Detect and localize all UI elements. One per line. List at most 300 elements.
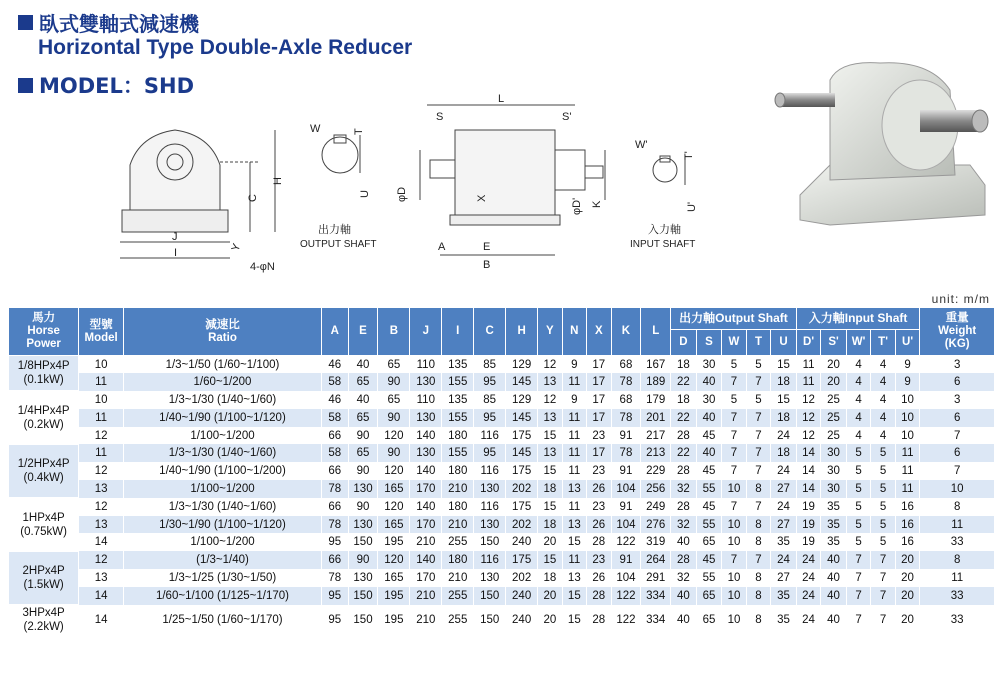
value-cell: 11 (796, 356, 820, 374)
value-cell: 10 (722, 533, 746, 551)
label-T: T (353, 128, 365, 135)
value-cell: 165 (378, 480, 410, 498)
value-cell: 6 (920, 409, 995, 427)
value-cell: 140 (410, 427, 442, 445)
table-row (9, 480, 995, 498)
value-cell: 5 (871, 480, 895, 498)
model-cell: 11 (79, 409, 124, 427)
model-cell: 14 (79, 533, 124, 551)
bullet-square-icon (18, 78, 33, 93)
value-cell: 175 (506, 462, 538, 480)
value-cell: 16 (895, 498, 920, 516)
value-cell: 240 (506, 587, 538, 605)
value-cell: 95 (322, 587, 349, 605)
value-cell: 40 (671, 587, 697, 605)
value-cell: 15 (538, 551, 562, 569)
label-D-prime: φD' (571, 197, 583, 215)
value-cell: 150 (348, 605, 378, 635)
title-english: Horizontal Type Double-Axle Reducer (38, 36, 413, 59)
table-row (9, 373, 995, 391)
ratio-cell: 1/3~1/50 (1/60~1/100) (123, 356, 321, 374)
value-cell: 95 (474, 409, 506, 427)
value-cell: 255 (442, 533, 474, 551)
value-cell: 4 (871, 356, 895, 374)
value-cell: 20 (538, 533, 562, 551)
value-cell: 11 (562, 444, 586, 462)
value-cell: 40 (348, 391, 378, 409)
value-cell: 210 (442, 480, 474, 498)
value-cell: 189 (641, 373, 671, 391)
value-cell: 104 (611, 516, 641, 534)
input-shaft-drawing (653, 155, 685, 185)
value-cell: 27 (771, 516, 797, 534)
model-cell: 13 (79, 569, 124, 587)
value-cell: 7 (846, 569, 870, 587)
model-cell: 10 (79, 356, 124, 374)
value-cell: 22 (671, 444, 697, 462)
value-cell: 170 (410, 569, 442, 587)
value-cell: 7 (846, 551, 870, 569)
output-shaft-cn: 出力軸 (318, 224, 351, 236)
value-cell: 17 (587, 444, 611, 462)
value-cell: 65 (348, 444, 378, 462)
value-cell: 30 (821, 444, 847, 462)
label-K: K (591, 200, 603, 208)
model-cell: 11 (79, 444, 124, 462)
header-model: 型號 Model (79, 308, 124, 356)
ratio-cell: 1/30~1/90 (1/100~1/120) (123, 516, 321, 534)
model-text: MODEL：SHD (39, 74, 195, 98)
ratio-cell: 1/60~1/100 (1/125~1/170) (123, 587, 321, 605)
header-ratio: 減速比 Ratio (123, 308, 321, 356)
value-cell: 22 (671, 409, 697, 427)
model-cell: 12 (79, 427, 124, 445)
value-cell: 23 (587, 551, 611, 569)
value-cell: 11 (562, 462, 586, 480)
value-cell: 5 (846, 498, 870, 516)
value-cell: 78 (611, 444, 641, 462)
bullet-square-icon (18, 15, 33, 30)
value-cell: 15 (771, 356, 797, 374)
value-cell: 26 (587, 516, 611, 534)
value-cell: 11 (562, 427, 586, 445)
value-cell: 8 (746, 587, 770, 605)
header-D-prime: D' (796, 330, 820, 356)
header-J: J (410, 308, 442, 356)
value-cell: 65 (348, 409, 378, 427)
value-cell: 40 (671, 605, 697, 635)
table-row (9, 551, 995, 569)
value-cell: 4 (846, 373, 870, 391)
value-cell: 255 (442, 587, 474, 605)
value-cell: 180 (442, 551, 474, 569)
value-cell: 9 (562, 356, 586, 374)
value-cell: 78 (322, 516, 349, 534)
value-cell: 4 (846, 356, 870, 374)
value-cell: 130 (474, 569, 506, 587)
value-cell: 65 (378, 391, 410, 409)
value-cell: 135 (442, 391, 474, 409)
value-cell: 18 (538, 516, 562, 534)
value-cell: 45 (696, 498, 722, 516)
label-S: S (436, 111, 444, 123)
value-cell: 195 (378, 533, 410, 551)
value-cell: 35 (821, 498, 847, 516)
front-view-drawing (120, 130, 275, 258)
label-U-prime: U' (686, 201, 698, 212)
value-cell: 122 (611, 605, 641, 635)
value-cell: 20 (538, 587, 562, 605)
header-power: 馬力 Horse Power (9, 308, 79, 356)
table-row (9, 498, 995, 516)
value-cell: 90 (348, 551, 378, 569)
table-row (9, 444, 995, 462)
value-cell: 58 (322, 444, 349, 462)
value-cell: 66 (322, 462, 349, 480)
value-cell: 240 (506, 533, 538, 551)
value-cell: 28 (671, 551, 697, 569)
value-cell: 17 (587, 356, 611, 374)
value-cell: 30 (696, 391, 722, 409)
table-row (9, 516, 995, 534)
value-cell: 18 (771, 373, 797, 391)
value-cell: 10 (722, 605, 746, 635)
value-cell: 78 (322, 480, 349, 498)
value-cell: 7 (746, 462, 770, 480)
value-cell: 4 (871, 391, 895, 409)
value-cell: 24 (771, 427, 797, 445)
value-cell: 10 (895, 409, 920, 427)
spec-table (8, 307, 995, 636)
value-cell: 334 (641, 605, 671, 635)
value-cell: 10 (722, 516, 746, 534)
value-cell: 13 (562, 516, 586, 534)
value-cell: 8 (746, 569, 770, 587)
value-cell: 201 (641, 409, 671, 427)
value-cell: 8 (746, 605, 770, 635)
value-cell: 32 (671, 569, 697, 587)
side-view-drawing (420, 105, 605, 255)
value-cell: 24 (796, 569, 820, 587)
ratio-cell: 1/100~1/200 (123, 480, 321, 498)
value-cell: 16 (895, 516, 920, 534)
value-cell: 5 (871, 533, 895, 551)
ratio-cell: 1/60~1/200 (123, 373, 321, 391)
value-cell: 7 (722, 427, 746, 445)
label-T-prime: T' (683, 151, 695, 160)
value-cell: 30 (821, 480, 847, 498)
value-cell: 58 (322, 373, 349, 391)
value-cell: 7 (746, 551, 770, 569)
value-cell: 24 (771, 551, 797, 569)
value-cell: 25 (821, 427, 847, 445)
value-cell: 175 (506, 551, 538, 569)
value-cell: 35 (771, 605, 797, 635)
power-cell: 1HPx4P (0.75kW) (9, 498, 79, 551)
value-cell: 26 (587, 569, 611, 587)
value-cell: 7 (746, 373, 770, 391)
value-cell: 40 (696, 373, 722, 391)
output-shaft-en: OUTPUT SHAFT (300, 239, 377, 250)
value-cell: 91 (611, 427, 641, 445)
value-cell: 334 (641, 587, 671, 605)
value-cell: 35 (821, 516, 847, 534)
value-cell: 11 (562, 551, 586, 569)
value-cell: 4 (871, 373, 895, 391)
value-cell: 4 (871, 409, 895, 427)
value-cell: 7 (746, 444, 770, 462)
value-cell: 210 (410, 605, 442, 635)
value-cell: 46 (322, 356, 349, 374)
value-cell: 7 (920, 427, 995, 445)
value-cell: 15 (562, 533, 586, 551)
value-cell: 8 (920, 551, 995, 569)
value-cell: 5 (871, 444, 895, 462)
value-cell: 90 (378, 409, 410, 427)
ratio-cell: 1/100~1/200 (123, 427, 321, 445)
value-cell: 175 (506, 498, 538, 516)
value-cell: 33 (920, 605, 995, 635)
label-N: 4-φN (250, 261, 275, 273)
value-cell: 91 (611, 498, 641, 516)
value-cell: 17 (587, 373, 611, 391)
value-cell: 175 (506, 427, 538, 445)
header-output-shaft: 出力軸Output Shaft (671, 308, 797, 330)
value-cell: 13 (538, 444, 562, 462)
value-cell: 150 (348, 587, 378, 605)
value-cell: 15 (562, 605, 586, 635)
value-cell: 15 (562, 587, 586, 605)
value-cell: 90 (378, 373, 410, 391)
value-cell: 5 (871, 498, 895, 516)
table-row (9, 569, 995, 587)
value-cell: 58 (322, 409, 349, 427)
ratio-cell: 1/40~1/90 (1/100~1/120) (123, 409, 321, 427)
value-cell: 24 (796, 587, 820, 605)
value-cell: 319 (641, 533, 671, 551)
value-cell: 150 (348, 533, 378, 551)
value-cell: 11 (562, 498, 586, 516)
label-E: E (483, 241, 491, 253)
value-cell: 240 (506, 605, 538, 635)
value-cell: 95 (322, 533, 349, 551)
title-chinese (18, 8, 199, 37)
value-cell: 256 (641, 480, 671, 498)
ratio-cell: 1/25~1/50 (1/60~1/170) (123, 605, 321, 635)
header-T: T (746, 330, 770, 356)
value-cell: 14 (796, 480, 820, 498)
value-cell: 217 (641, 427, 671, 445)
value-cell: 5 (846, 462, 870, 480)
value-cell: 95 (474, 373, 506, 391)
value-cell: 19 (796, 516, 820, 534)
output-shaft-drawing (322, 135, 360, 173)
value-cell: 110 (410, 391, 442, 409)
value-cell: 28 (587, 587, 611, 605)
value-cell: 9 (895, 373, 920, 391)
header-I: I (442, 308, 474, 356)
value-cell: 55 (696, 569, 722, 587)
header-U-prime: U' (895, 330, 920, 356)
value-cell: 55 (696, 516, 722, 534)
label-J: J (172, 231, 178, 243)
value-cell: 45 (696, 427, 722, 445)
header-S: S (696, 330, 722, 356)
value-cell: 145 (506, 409, 538, 427)
header-input-shaft: 入力軸Input Shaft (796, 308, 920, 330)
header-W: W (722, 330, 746, 356)
value-cell: 210 (442, 569, 474, 587)
value-cell: 165 (378, 516, 410, 534)
value-cell: 40 (821, 551, 847, 569)
power-cell: 1/2HPx4P (0.4kW) (9, 444, 79, 497)
value-cell: 7 (746, 498, 770, 516)
value-cell: 150 (474, 587, 506, 605)
value-cell: 11 (920, 516, 995, 534)
value-cell: 24 (771, 498, 797, 516)
value-cell: 180 (442, 427, 474, 445)
value-cell: 20 (821, 373, 847, 391)
value-cell: 120 (378, 551, 410, 569)
value-cell: 195 (378, 605, 410, 635)
value-cell: 25 (821, 409, 847, 427)
value-cell: 46 (322, 391, 349, 409)
value-cell: 85 (474, 391, 506, 409)
value-cell: 4 (846, 427, 870, 445)
value-cell: 202 (506, 569, 538, 587)
value-cell: 11 (895, 462, 920, 480)
value-cell: 12 (796, 391, 820, 409)
value-cell: 9 (562, 391, 586, 409)
model-cell: 12 (79, 498, 124, 516)
header-D: D (671, 330, 697, 356)
table-row (9, 391, 995, 409)
label-X: X (476, 194, 488, 202)
table-row (9, 427, 995, 445)
value-cell: 78 (611, 409, 641, 427)
value-cell: 28 (671, 498, 697, 516)
unit-label: unit: m/m (931, 292, 990, 306)
value-cell: 7 (746, 409, 770, 427)
value-cell: 202 (506, 480, 538, 498)
value-cell: 40 (821, 569, 847, 587)
value-cell: 129 (506, 391, 538, 409)
value-cell: 23 (587, 427, 611, 445)
value-cell: 276 (641, 516, 671, 534)
value-cell: 15 (538, 462, 562, 480)
value-cell: 8 (746, 516, 770, 534)
value-cell: 8 (920, 498, 995, 516)
value-cell: 5 (846, 533, 870, 551)
value-cell: 170 (410, 480, 442, 498)
value-cell: 195 (378, 587, 410, 605)
value-cell: 66 (322, 427, 349, 445)
value-cell: 12 (796, 427, 820, 445)
value-cell: 5 (746, 391, 770, 409)
value-cell: 13 (538, 373, 562, 391)
header-K: K (611, 308, 641, 356)
value-cell: 11 (796, 373, 820, 391)
label-I: I (174, 247, 178, 259)
label-D: φD (396, 186, 408, 202)
header-W-prime: W' (846, 330, 870, 356)
value-cell: 8 (746, 533, 770, 551)
value-cell: 18 (538, 569, 562, 587)
value-cell: 6 (920, 373, 995, 391)
value-cell: 85 (474, 356, 506, 374)
value-cell: 7 (846, 605, 870, 635)
value-cell: 155 (442, 373, 474, 391)
value-cell: 40 (348, 356, 378, 374)
value-cell: 150 (474, 605, 506, 635)
value-cell: 90 (378, 444, 410, 462)
input-shaft-cn: 入力軸 (648, 224, 681, 236)
value-cell: 30 (696, 356, 722, 374)
value-cell: 7 (722, 551, 746, 569)
value-cell: 6 (920, 444, 995, 462)
value-cell: 5 (846, 516, 870, 534)
header-B: B (378, 308, 410, 356)
value-cell: 122 (611, 533, 641, 551)
value-cell: 32 (671, 480, 697, 498)
value-cell: 130 (348, 516, 378, 534)
value-cell: 7 (722, 409, 746, 427)
value-cell: 40 (821, 605, 847, 635)
label-U: U (359, 190, 371, 198)
value-cell: 4 (846, 409, 870, 427)
value-cell: 55 (696, 480, 722, 498)
value-cell: 130 (348, 480, 378, 498)
header-E: E (348, 308, 378, 356)
value-cell: 145 (506, 373, 538, 391)
value-cell: 130 (410, 373, 442, 391)
value-cell: 180 (442, 498, 474, 516)
value-cell: 7 (871, 569, 895, 587)
value-cell: 4 (871, 427, 895, 445)
value-cell: 291 (641, 569, 671, 587)
value-cell: 27 (771, 569, 797, 587)
value-cell: 7 (846, 587, 870, 605)
value-cell: 180 (442, 462, 474, 480)
ratio-cell: 1/100~1/200 (123, 533, 321, 551)
value-cell: 45 (696, 551, 722, 569)
table-row (9, 462, 995, 480)
value-cell: 5 (722, 356, 746, 374)
value-cell: 135 (442, 356, 474, 374)
value-cell: 35 (821, 533, 847, 551)
value-cell: 170 (410, 516, 442, 534)
value-cell: 32 (671, 516, 697, 534)
value-cell: 116 (474, 462, 506, 480)
power-cell: 2HPx4P (1.5kW) (9, 551, 79, 604)
value-cell: 24 (771, 462, 797, 480)
value-cell: 95 (474, 444, 506, 462)
value-cell: 210 (410, 533, 442, 551)
value-cell: 11 (562, 373, 586, 391)
value-cell: 5 (846, 480, 870, 498)
label-A: A (438, 241, 446, 253)
value-cell: 40 (671, 533, 697, 551)
value-cell: 28 (671, 462, 697, 480)
header-U: U (771, 330, 797, 356)
model-cell: 14 (79, 605, 124, 635)
value-cell: 7 (871, 605, 895, 635)
label-H: H (272, 177, 284, 185)
value-cell: 116 (474, 427, 506, 445)
value-cell: 4 (846, 391, 870, 409)
value-cell: 65 (696, 605, 722, 635)
value-cell: 35 (771, 533, 797, 551)
